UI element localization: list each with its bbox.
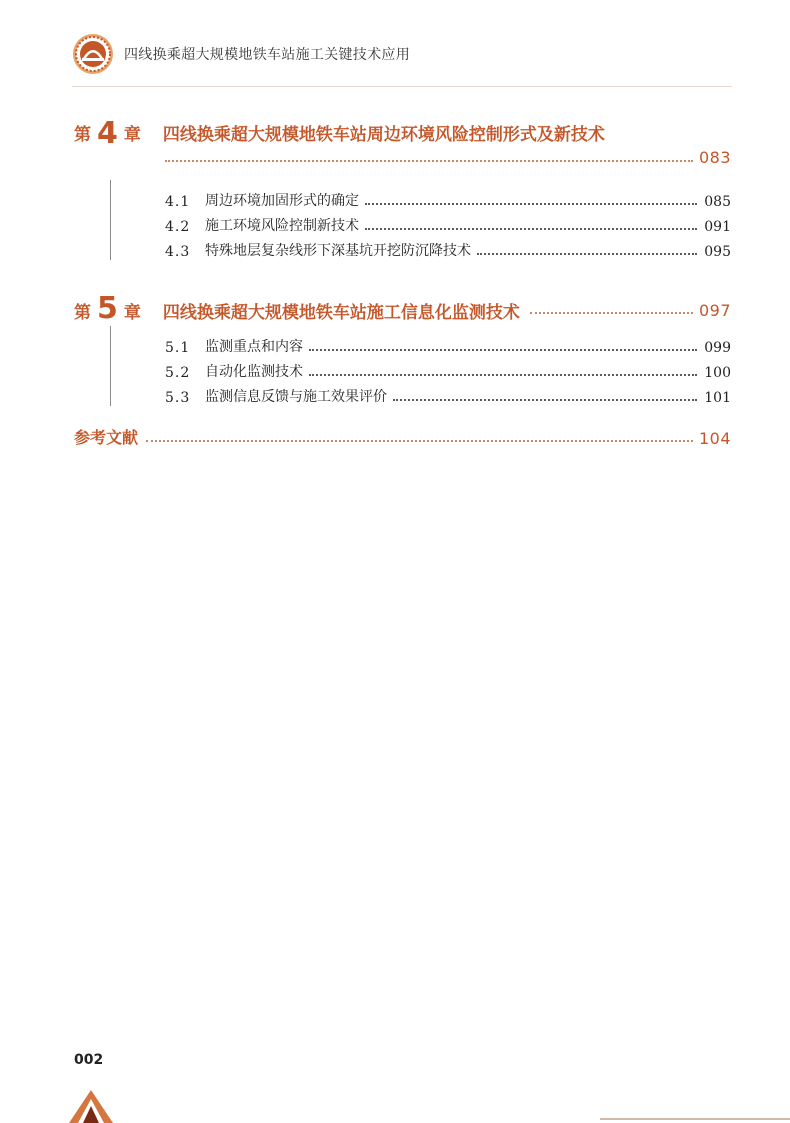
leader-dots	[365, 228, 697, 230]
chapter-suffix: 章	[123, 125, 141, 145]
section-number: 4.1	[165, 194, 191, 210]
section-number: 5.2	[165, 365, 191, 381]
section-title: 特殊地层复杂线形下深基坑开挖防沉降技术	[205, 243, 471, 259]
toc-entry	[165, 190, 731, 210]
chapter-4-page-line	[165, 148, 731, 167]
references-entry	[74, 425, 731, 448]
section-number: 4.3	[165, 244, 191, 260]
chapter-page-number: 097	[698, 301, 731, 320]
leader-dots	[477, 253, 697, 255]
toc-entry	[165, 361, 731, 381]
chapter-title: 四线换乘超大规模地铁车站施工信息化监测技术	[162, 303, 520, 323]
section-page: 095	[704, 244, 731, 260]
leader-dots	[309, 349, 697, 351]
chapter-page-number: 083	[698, 148, 731, 167]
chapter-prefix: 第	[74, 303, 91, 323]
leader-dots	[530, 312, 693, 314]
page-number: 002	[74, 1052, 104, 1068]
leader-dots	[146, 440, 693, 442]
section-page: 099	[704, 340, 731, 356]
section-page: 091	[704, 219, 731, 235]
section-title: 施工环境风险控制新技术	[205, 218, 359, 234]
chapter-suffix: 章	[123, 303, 141, 323]
section-page: 100	[704, 365, 731, 381]
chapter-number: 4	[97, 116, 118, 151]
toc-entry	[165, 386, 731, 406]
section-page: 101	[704, 390, 731, 406]
section-number: 4.2	[165, 219, 191, 235]
leader-dots	[309, 374, 697, 376]
section-number: 5.1	[165, 340, 191, 356]
section-title: 自动化监测技术	[205, 364, 303, 380]
section-title: 监测信息反馈与施工效果评价	[205, 389, 387, 405]
running-header	[72, 32, 410, 76]
leader-dots	[365, 203, 697, 205]
circular-emblem-icon	[72, 33, 114, 75]
triangle-corner-icon	[68, 1088, 114, 1123]
section-title: 监测重点和内容	[205, 339, 303, 355]
chapter-title: 四线换乘超大规模地铁车站周边环境风险控制形式及新技术	[162, 125, 605, 145]
chapter-5-heading	[74, 288, 731, 326]
chapter-4-heading	[74, 113, 605, 151]
chapter-number: 5	[97, 291, 118, 326]
section-page: 085	[704, 194, 731, 210]
chapter-prefix: 第	[74, 125, 91, 145]
section-title: 周边环境加固形式的确定	[205, 193, 359, 209]
toc-entry	[165, 240, 731, 260]
leader-dots	[393, 399, 697, 401]
footer-edge-line	[600, 1118, 790, 1120]
section-bar	[110, 326, 111, 406]
header-title: 四线换乘超大规模地铁车站施工关键技术应用	[124, 47, 410, 63]
toc-entry	[165, 215, 731, 235]
section-bar	[110, 180, 111, 260]
toc-entry	[165, 336, 731, 356]
header-divider	[72, 86, 732, 87]
section-number: 5.3	[165, 390, 191, 406]
references-page: 104	[698, 429, 731, 448]
leader-dots	[165, 160, 693, 162]
references-title: 参考文献	[74, 428, 139, 447]
